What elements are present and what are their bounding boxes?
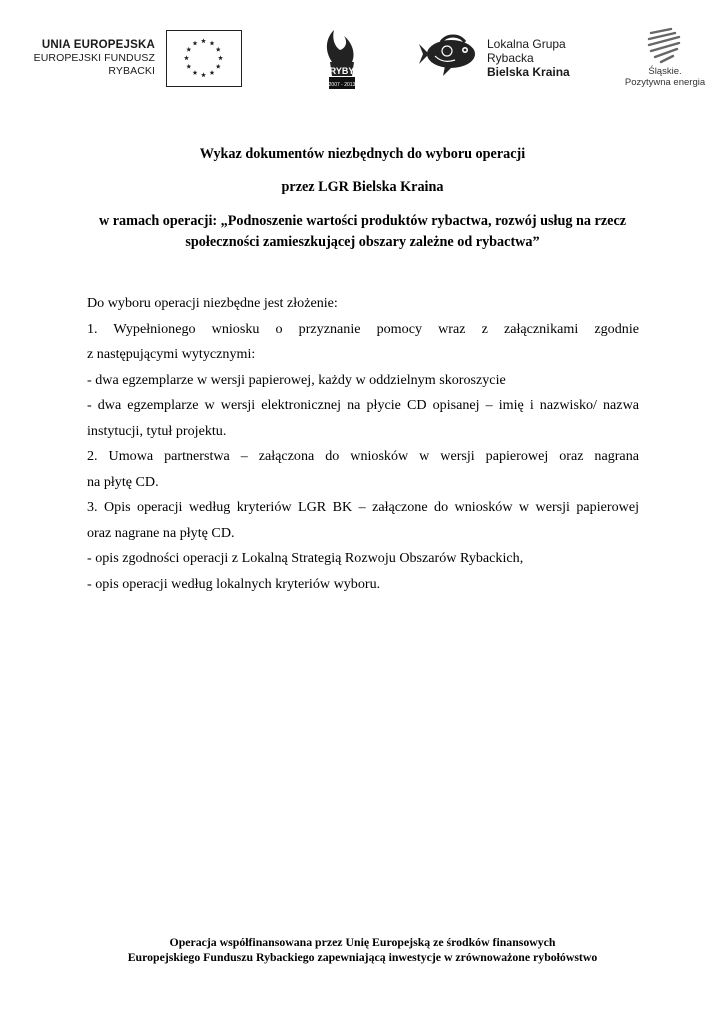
eu-star-icon bbox=[186, 47, 191, 52]
item1-line2: z następującymi wytycznymi: bbox=[87, 346, 256, 362]
ue-logo-line3: RYBACKI bbox=[108, 65, 155, 77]
logo-strip bbox=[0, 0, 725, 110]
lgr-logo-text bbox=[487, 37, 570, 79]
bullet3: - opis zgodności operacji z Lokalną Strategią Rozwoju Obszarów Rybackich, bbox=[87, 550, 524, 566]
eu-star-icon bbox=[210, 70, 215, 75]
lgr-logo-line1: Lokalna Grupa bbox=[487, 37, 566, 51]
eu-star-icon bbox=[201, 38, 206, 43]
bullet1: - dwa egzemplarze w wersji papierowej, każdy w oddzielnym skoroszycie bbox=[87, 371, 506, 388]
item2-line2: na płytę CD. bbox=[87, 473, 159, 490]
footer bbox=[60, 935, 665, 965]
bullet4: - opis operacji według lokalnych kryteriów wyboru. bbox=[87, 575, 381, 592]
slaskie-logo-line1: Śląskie. bbox=[648, 66, 682, 77]
slaskie-logo-text bbox=[620, 66, 710, 88]
footer-line2: Europejskiego Funduszu Rybackiego zapewniającą inwestycje w zrównoważone rybołówstwo bbox=[127, 950, 598, 964]
fish-icon bbox=[415, 34, 481, 78]
ryby-logo-text: RYBY bbox=[329, 66, 355, 76]
item3-line1: 3. Opis operacji według kryteriów LGR BK – załączone do wniosków w wersji papierowej bbox=[87, 499, 639, 515]
eu-star-icon bbox=[216, 64, 221, 69]
footer-line1: Operacja współfinansowana przez Unię Europejską ze środków finansowych bbox=[169, 935, 556, 949]
eu-star-icon bbox=[193, 70, 198, 75]
slaskie-logo-line2: Pozytywna energia bbox=[624, 77, 706, 88]
ryby-logo-years: 2007 - 2013 bbox=[328, 82, 356, 88]
bullet2-line1: - dwa egzemplarze w wersji elektronicznej na płycie CD opisanej – imię i nazwisko/ nazwa bbox=[87, 397, 639, 413]
intro-text: Do wyboru operacji niezbędne jest złożenie: bbox=[87, 295, 338, 311]
ue-logo-line2: EUROPEJSKI FUNDUSZ bbox=[33, 52, 155, 64]
lgr-logo-line2: Rybacka bbox=[487, 51, 534, 65]
eu-star-icon bbox=[218, 55, 223, 60]
ue-logo-line1: UNIA EUROPEJSKA bbox=[41, 39, 155, 51]
title-line3: w ramach operacji: „Podnoszenie wartości produktów rybactwa, rozwój usług na rzecz społeczności zamieszkującej obszary zależne od rybactwa” bbox=[98, 213, 627, 250]
eu-star-icon bbox=[186, 64, 191, 69]
lgr-logo-line3: Bielska Kraina bbox=[487, 65, 570, 79]
item2-line1: 2. Umowa partnerstwa – załączona do wniosków w wersji papierowej oraz nagrana bbox=[87, 448, 639, 464]
title-line2: przez LGR Bielska Kraina bbox=[281, 179, 444, 195]
ue-logo-text bbox=[30, 38, 155, 78]
slaskie-waves-icon bbox=[643, 25, 685, 65]
item1-line1: 1. Wypełnionego wniosku o przyznanie pomocy wraz z załącznikami zgodnie bbox=[87, 320, 639, 337]
eu-star-icon bbox=[201, 72, 206, 77]
bullet2-line2: instytucji, tytuł projektu. bbox=[87, 422, 227, 439]
item3-line2: oraz nagrane na płytę CD. bbox=[87, 524, 235, 541]
eu-star-icon bbox=[216, 47, 221, 52]
document-body bbox=[87, 291, 639, 597]
eu-star-icon bbox=[210, 41, 215, 46]
eu-star-icon bbox=[193, 41, 198, 46]
eu-flag-icon bbox=[166, 30, 242, 87]
ryby-fish-icon bbox=[322, 28, 360, 90]
eu-star-icon bbox=[184, 55, 189, 60]
title-line1: Wykaz dokumentów niezbędnych do wyboru operacji bbox=[199, 146, 526, 162]
